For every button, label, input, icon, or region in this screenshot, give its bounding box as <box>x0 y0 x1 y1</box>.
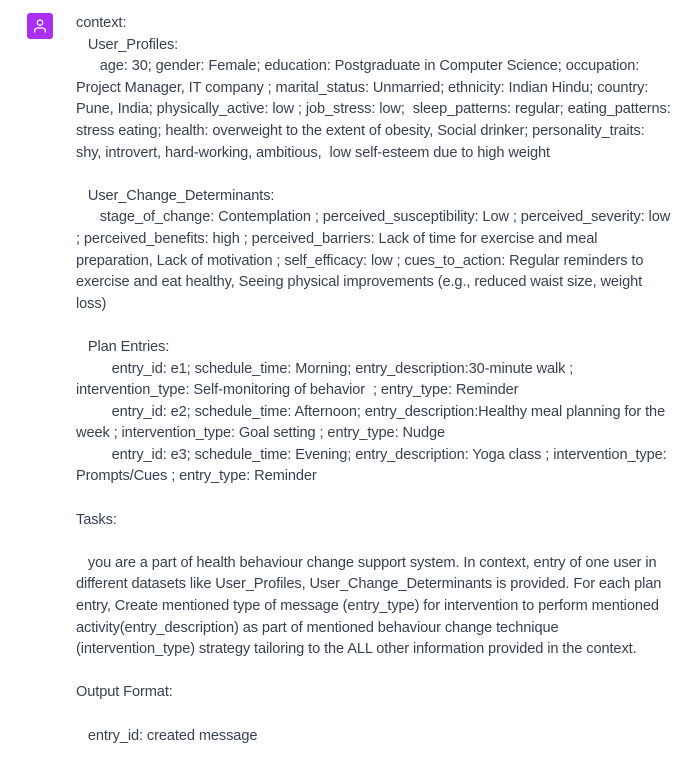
message-text: context: User_Profiles: age: 30; gender: Female; education: Postgraduate in Computer Science; occupation: Project Manager, IT company ; marital_status: Unmarried; ethnicity: Indian Hindu; country: Pune, India; physically_active: low ; job_stress: low; sleep_patterns: regular; eating_patterns: stress eating; health: overweight to the extent of obesity, Social drinker; personality_traits: shy, introvert, hard-working, ambitious, low self-esteem due to high weight User_Change_Determinants: stage_of_change: Contemplation ; perceived_susceptibility: Low ; perceived_severity: low ; perceived_benefits: high ; perceived_barriers: Lack of time for exercise and meal preparation, Lack of motivation ; self_efficacy: low ; cues_to_action: Regular reminders to exercise and eat healthy, Seeing physical improvements (e.g., reduced waist size, weight loss) Plan Entries: entry_id: e1; schedule_time: Morning; entry_description:30-minute walk ; intervention_type: Self-monitoring of behavior ; entry_type: Reminder entry_id: e2; schedule_time: Afternoon; entry_description:Healthy meal planning for the week ; intervention_type: Goal setting ; entry_type: Nudge entry_id: e3; schedule_time: Evening; entry_description: Yoga class ; intervention_type: Prompts/Cues ; entry_type: Reminder Tasks: you are a part of health behaviour change support system. In context, entry of one user in different datasets like User_Profiles, User_Change_Determinants is provided. For each plan entry, Create mentioned type of message (entry_type) for intervention to perform mentioned activity(entry_description) as part of mentioned behaviour change technique (intervention_type) strategy tailoring to the ALL other information provided in the context. Output Format: entry_id: created message <box>76 15 671 744</box>
user-icon <box>32 18 48 34</box>
user-avatar <box>27 13 53 39</box>
